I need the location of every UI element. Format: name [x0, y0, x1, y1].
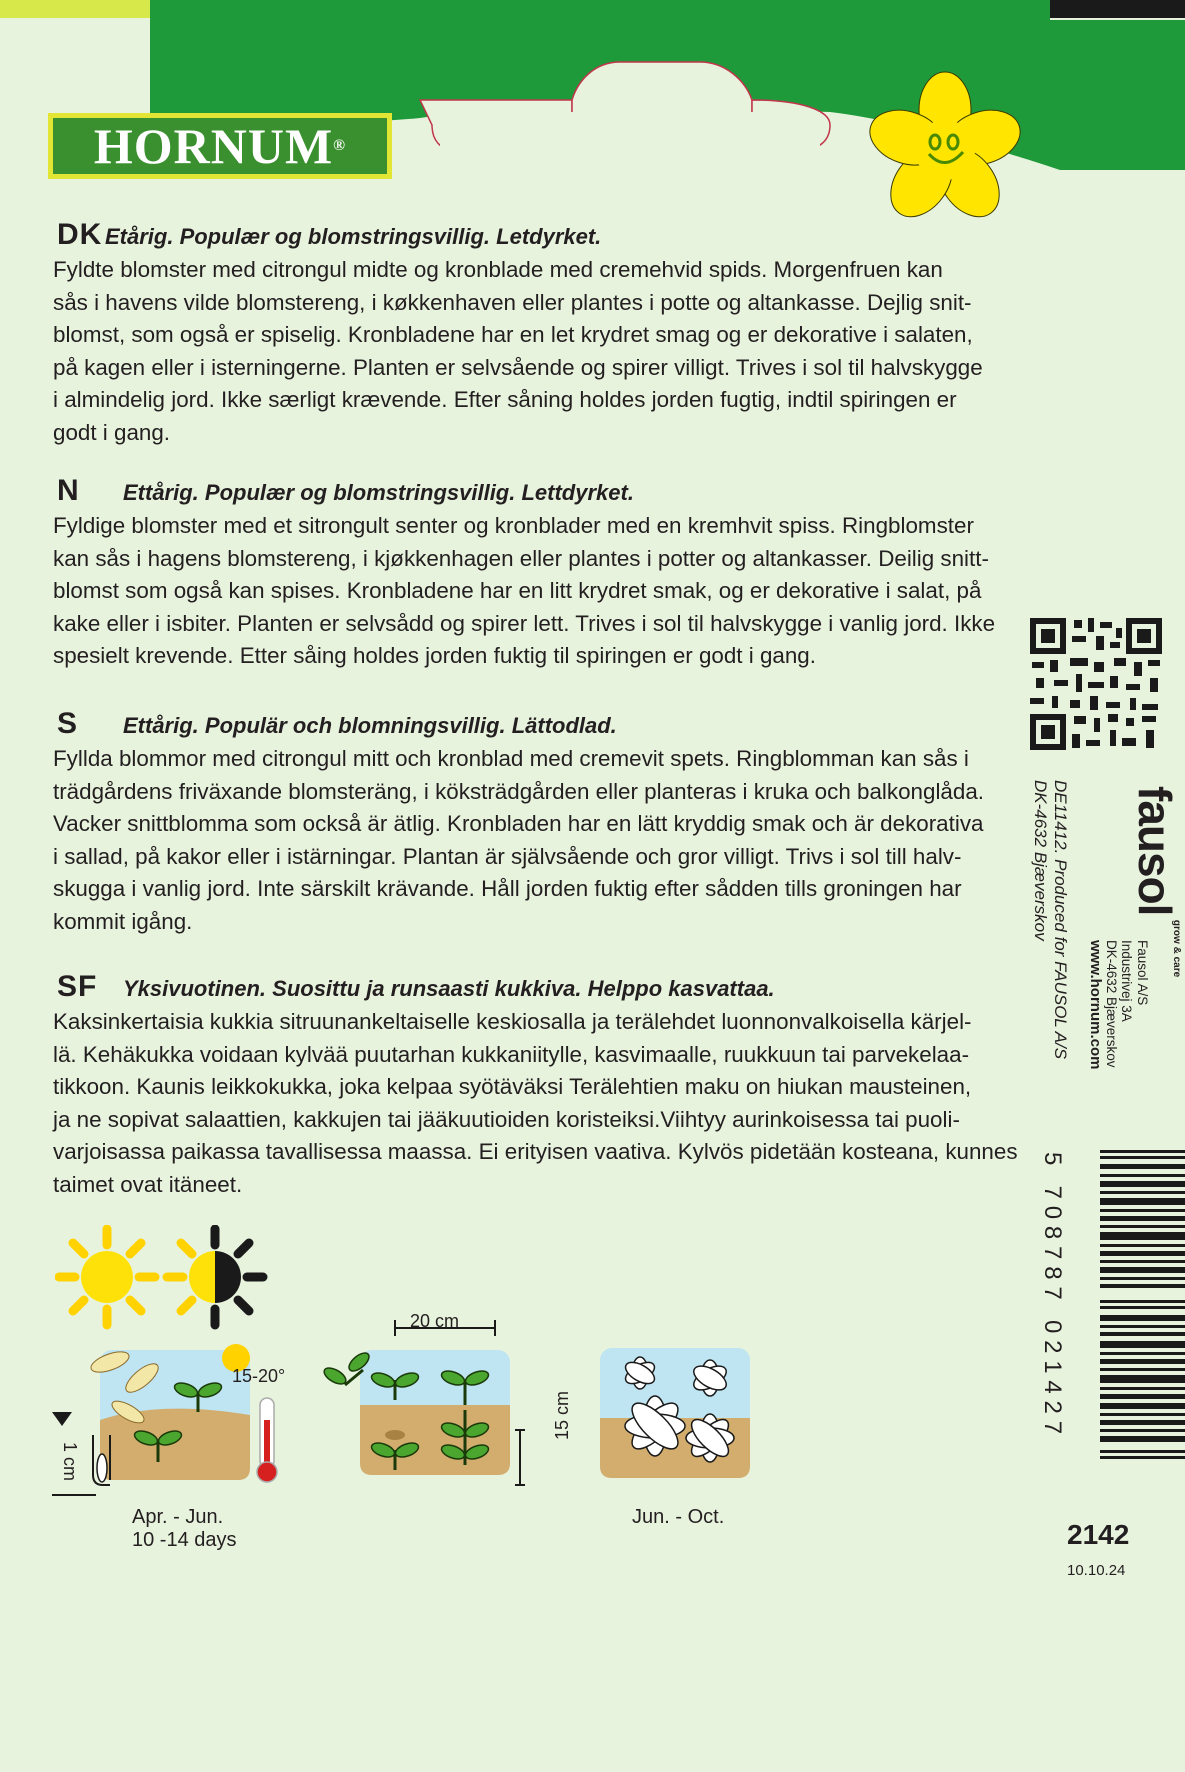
- body-line: spesielt krevende. Etter såing holdes jorden fuktig til spiringen er godt i gang.: [53, 643, 816, 668]
- section-code: N: [57, 474, 80, 507]
- full-sun-icon: [59, 1229, 155, 1325]
- spacing-label: 20 cm: [410, 1311, 460, 1331]
- barcode: [1100, 1150, 1185, 1490]
- address-line: DK-4632 Bjæverskov: [1104, 940, 1119, 1068]
- section-body: [53, 743, 1015, 938]
- qr-code[interactable]: [1030, 618, 1162, 750]
- website-link[interactable]: www.hornum.com: [1087, 940, 1105, 1070]
- sow-period-label: Apr. - Jun.: [132, 1506, 224, 1528]
- sow-depth-label: 1 cm: [60, 1442, 80, 1482]
- body-line: kommit igång.: [53, 908, 193, 934]
- section-code: S: [57, 707, 79, 740]
- body-line: Kaksinkertaisia kukkia sitruunankeltaiselle keskiosalla ja terälehdet luonnonvalkoisella kärjel-: [53, 1009, 972, 1034]
- section-body: [53, 254, 1015, 449]
- body-line: lä. Kehäkukka voidaan kylvää puutarhan kukkaniitylle, kasvimaalle, ruukkuun tai parvekelaa-: [53, 1041, 970, 1067]
- product-code: 2142: [1067, 1519, 1130, 1550]
- section-subtitle: Ettårig. Populär och blomningsvillig. Lättodlad.: [123, 713, 617, 738]
- body-line: kan sås i hagens blomstereng, i kjøkkenhagen eller plantes i potter og altankasser. Deilig snitt-: [53, 545, 989, 571]
- producer-line: DK-4632 Bjæverskov: [1031, 780, 1050, 941]
- temperature-label: 15-20°: [232, 1366, 286, 1386]
- section-sf: [53, 970, 1018, 1201]
- fausol-tagline: grow & care: [1171, 919, 1182, 978]
- section-dk: [53, 218, 1015, 449]
- body-line: i almindelig jord. Ikke særligt krævende. Efter såning holdes jorden fugtig, indtil spiringen er: [53, 387, 957, 412]
- section-s: [53, 707, 1015, 938]
- body-line: ja ne sopivat salaattien, kakkujen tai jääkuutioiden koristeiksi.Viihtyy aurinkoisessa tai puoli-: [53, 1106, 960, 1132]
- section-n: [53, 474, 1015, 673]
- section-subtitle: Ettårig. Populær og blomstringsvillig. Lettdyrket.: [123, 480, 634, 505]
- bloom-period-label: Jun. - Oct.: [632, 1506, 725, 1528]
- body-line: kake eller i isbiter. Planten er selvsådd og spirer lett. Trives i sol til halvskygge i vanlig jord. Ikke: [53, 610, 996, 636]
- print-date: 10.10.24: [1067, 1562, 1126, 1579]
- body-line: tikkoon. Kaunis leikkokukka, joka kelpaa syötäväksi Terälehtien maku on hiukan mausteinen,: [53, 1074, 972, 1099]
- producer-text: [1030, 780, 1070, 1059]
- hornum-logo: HORNUM®: [48, 113, 392, 179]
- section-subtitle: Etårig. Populær og blomstringsvillig. Letdyrket.: [105, 224, 602, 249]
- body-line: Fyllda blommor med citrongul mitt och kronblad med cremevit spets. Ringblomman kan sås i: [53, 746, 969, 771]
- body-line: Vacker snittblomma som också är ätlig. Kronbladen har en lätt kryddig smak och är dekorativa: [53, 811, 984, 836]
- section-body: [53, 510, 1015, 673]
- body-line: skugga i vanlig jord. Inte särskilt krävande. Håll jorden fuktig efter sådden tills groningen har: [53, 876, 962, 901]
- fausol-wordmark: fausol: [1129, 786, 1181, 916]
- body-line: i sallad, på kakor eller i istärningar. Plantan är självsående och gror villigt. Trivs i sol till halv-: [53, 843, 962, 869]
- thinning-diagram: [315, 1310, 555, 1500]
- address-line: Industrivej 3A: [1119, 940, 1135, 1022]
- section-body: [53, 1006, 1018, 1201]
- section-code: SF: [57, 970, 98, 1003]
- company-address: [1088, 940, 1150, 1069]
- body-line: Fyldige blomster med et sitrongult senter og kronblader med en kremhvit spiss. Ringblomster: [53, 513, 974, 538]
- body-line: sås i havens vilde blomstereng, i køkkenhaven eller plantes i potte og altankasse. Dejlig snit-: [53, 289, 972, 315]
- bloom-diagram: [600, 1348, 760, 1498]
- thin-height-label: 15 cm: [552, 1390, 572, 1440]
- germination-label: 10 -14 days: [132, 1529, 237, 1551]
- body-line: taimet ovat itäneet.: [53, 1171, 243, 1197]
- body-line: Fyldte blomster med citrongul midte og kronblade med cremehvid spids. Morgenfruen kan: [53, 257, 943, 282]
- address-line: Fausol A/S: [1135, 940, 1150, 1006]
- body-line: trädgårdens friväxande blomsteräng, i köksträdgården eller planteras i kruka och balkonglåda.: [53, 778, 984, 804]
- body-line: blomst, som også er spiselig. Kronbladene har en let krydret smag og er dekorative i salaten,: [53, 322, 973, 347]
- body-line: på kagen eller i isterningerne. Planten er selvsående og spirer villigt. Trives i sol til halvskygge: [53, 354, 983, 380]
- producer-line: DE11412. Produced for FAUSOL A/S: [1051, 780, 1070, 1060]
- half-shade-icon: [167, 1229, 263, 1325]
- body-line: blomst som også kan spises. Kronbladene har en litt krydret smak, og er dekorative i salat, på: [53, 578, 982, 603]
- sun-and-half-shade-icons: [55, 1225, 275, 1335]
- body-line: godt i gang.: [53, 419, 171, 445]
- section-code: DK: [57, 218, 103, 251]
- body-line: varjoisassa paikassa tavallisessa maassa. Ei erityisen vaativa. Kylvös pidetään kosteana, kunnes: [53, 1139, 1018, 1164]
- barcode-digits: 5 708787 021427: [1039, 1152, 1066, 1441]
- section-subtitle: Yksivuotinen. Suosittu ja runsaasti kukkiva. Helppo kasvattaa.: [123, 976, 775, 1001]
- smiley-flower-icon: [860, 65, 1030, 235]
